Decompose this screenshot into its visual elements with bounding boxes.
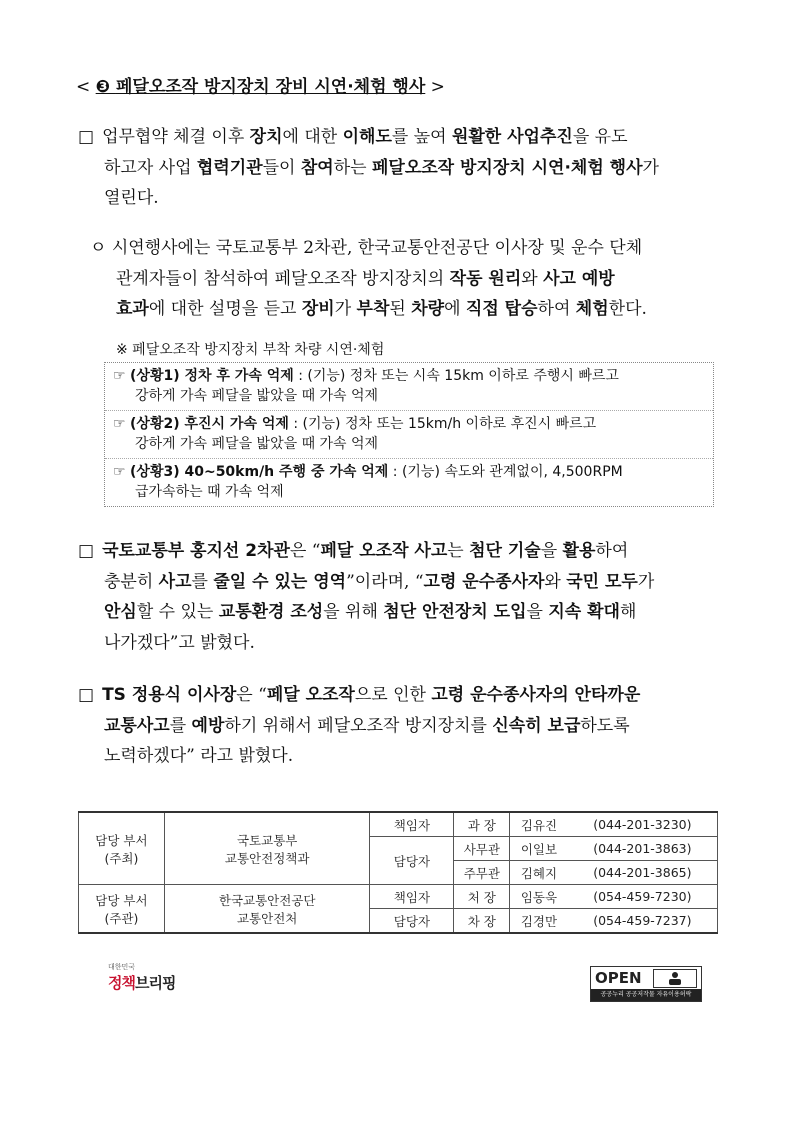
- section-title: [76, 72, 445, 97]
- body-text: 을: [526, 602, 549, 622]
- role-cell: 책임자: [370, 885, 454, 909]
- emphasis-text: 페달오조작 방지장치 시연·체험 행사: [371, 157, 643, 178]
- body-text: 을 위해: [323, 602, 384, 622]
- title-cell: 처 장: [454, 885, 510, 909]
- department-label: 담당 부서 (주최): [79, 812, 165, 885]
- body-text: 한다.: [608, 299, 647, 319]
- body-text: 은 “: [236, 685, 267, 705]
- paragraph-line: [78, 680, 718, 711]
- body-text: 와: [544, 571, 567, 592]
- name-cell: 김혜지: [510, 861, 568, 885]
- policy-briefing-logo: [108, 962, 175, 993]
- bullet-marker: □: [78, 127, 95, 147]
- emphasis-text: 고령 운수종사자의 안타까운: [431, 685, 641, 705]
- phone-cell: (054-459-7237): [568, 909, 718, 934]
- body-text: 와: [521, 268, 544, 289]
- emphasis-text: 페달 오조작: [266, 685, 355, 705]
- emphasis-text: 줄일 수 있는 영역: [213, 571, 347, 592]
- title-bracket-close: >: [425, 77, 445, 97]
- note-title: ※ 페달오조작 방지장치 부착 차량 시연·체험: [116, 342, 385, 358]
- role-cell: 담당자: [370, 837, 454, 885]
- body-text: 에: [444, 299, 466, 319]
- emphasis-text: 사고 예방: [543, 268, 615, 289]
- note-item: [105, 363, 713, 411]
- emphasis-text: 첨단 안전장치 도입: [383, 602, 527, 622]
- paragraph-line: [78, 741, 718, 772]
- emphasis-text: 고령 운수종사자: [423, 571, 545, 592]
- department-name: 한국교통안전공단 교통안전처: [164, 885, 370, 934]
- paragraph-ts-president-quote: [78, 680, 718, 772]
- emphasis-text: 예방: [191, 715, 225, 736]
- body-text: 들이: [262, 157, 301, 178]
- emphasis-text: 페달 오조작 사고: [320, 541, 448, 561]
- pointing-hand-icon: ☞: [113, 368, 126, 384]
- open-text: OPEN: [595, 969, 642, 987]
- license-caption: 공공누리 공공저작물 자유이용허락: [591, 989, 701, 1001]
- body-text: 가: [334, 299, 357, 319]
- emphasis-text: 신속히 보급: [492, 715, 581, 736]
- body-text: 를: [169, 715, 192, 736]
- body-text: 에 대한 설명을 듣고: [148, 299, 302, 319]
- paragraph-line: [78, 711, 718, 742]
- bullet-marker: □: [78, 541, 95, 561]
- body-text: ”이라며, “: [346, 571, 424, 592]
- note-item-text: 강하게 가속 페달을 밟았을 때 가속 억제: [135, 388, 379, 404]
- body-text: 에 대한: [282, 127, 343, 147]
- phone-cell: (044-201-3230): [568, 812, 718, 837]
- body-text: 관계자들이 참석하여 페달오조작 방지장치의: [116, 268, 450, 289]
- body-text: 할 수 있는: [136, 602, 219, 622]
- emphasis-text: 차량: [411, 299, 445, 319]
- body-text: 으로 인한: [354, 685, 432, 705]
- department-label: 담당 부서 (주관): [79, 885, 165, 934]
- title-cell: 주무관: [454, 861, 510, 885]
- body-text: 충분히: [104, 571, 159, 592]
- paragraph-line: [78, 567, 718, 598]
- table-row: [79, 885, 718, 909]
- emphasis-text: 첨단 기술: [469, 541, 541, 561]
- emphasis-text: 사고: [158, 571, 192, 592]
- emphasis-text: 국민 모두: [566, 571, 638, 592]
- name-cell: 김경만: [510, 909, 568, 934]
- emphasis-text: 교통사고: [104, 715, 170, 736]
- attribution-icon: [653, 969, 697, 988]
- emphasis-text: 원활한 사업추진: [451, 127, 573, 147]
- emphasis-text: 협력기관: [196, 157, 263, 178]
- emphasis-text: 부착: [356, 299, 390, 319]
- note-item-text: 강하게 가속 페달을 밟았을 때 가속 억제: [135, 436, 379, 452]
- paragraph-line: [90, 233, 718, 264]
- emphasis-text: 참여: [300, 157, 334, 178]
- title-text: 페달오조작 방지장치 장비 시연·체험 행사: [115, 77, 426, 97]
- name-cell: 임동욱: [510, 885, 568, 909]
- note-item: [105, 459, 713, 506]
- bullet-marker: ㅇ: [90, 238, 107, 258]
- emphasis-text: 장비: [301, 299, 335, 319]
- emphasis-text: 이해도: [342, 127, 392, 147]
- emphasis-text: 장치: [249, 127, 283, 147]
- emphasis-text: 교통환경 조성: [218, 602, 324, 622]
- note-item-text: 급가속하는 때 가속 억제: [135, 484, 284, 500]
- note-item-text: : (기능) 정차 또는 시속 15km 이하로 주행시 빠르고: [293, 368, 619, 384]
- role-cell: 책임자: [370, 812, 454, 837]
- table-row: [79, 812, 718, 837]
- body-text: 하는: [333, 157, 372, 178]
- body-text: 는: [447, 541, 470, 561]
- emphasis-text: TS 정용식 이사장: [102, 685, 237, 705]
- body-text: 업무협약 체결 이후: [102, 127, 250, 147]
- body-text: 를 높여: [391, 127, 452, 147]
- body-text: 노력하겠다” 라고 밝혔다.: [104, 746, 294, 766]
- paragraph-line: [78, 536, 718, 567]
- paragraph-agreement: [78, 122, 718, 214]
- note-item: [105, 411, 713, 459]
- note-item-heading: (상황3) 40~50km/h 주행 중 가속 억제: [130, 464, 389, 480]
- body-text: 시연행사에는 국토교통부 2차관, 한국교통안전공단 이사장 및 운수 단체: [106, 238, 643, 258]
- emphasis-text: 국토교통부 홍지선 2차관: [102, 541, 290, 561]
- emphasis-text: 효과: [116, 299, 149, 319]
- body-text: 를: [191, 571, 214, 592]
- note-item-text: : (기능) 정차 또는 15km/h 이하로 후진시 빠르고: [288, 416, 597, 432]
- note-item-text: : (기능) 속도와 관계없이, 4,500RPM: [388, 464, 623, 480]
- logo-text: 브리핑: [134, 974, 176, 992]
- body-text: 하기 위해서 페달오조작 방지장치를: [224, 715, 493, 736]
- contact-table: [78, 811, 718, 934]
- paragraph-line: [78, 597, 718, 628]
- paragraph-line: [78, 153, 718, 184]
- phone-cell: (044-201-3865): [568, 861, 718, 885]
- name-cell: 김유진: [510, 812, 568, 837]
- note-item-heading: (상황2) 후진시 가속 억제: [130, 416, 289, 432]
- body-text: 나가겠다”고 밝혔다.: [104, 632, 255, 653]
- role-cell: 담당자: [370, 909, 454, 934]
- paragraph-line: [78, 122, 718, 153]
- title-number: ❸: [95, 77, 116, 97]
- emphasis-text: 체험: [575, 299, 609, 319]
- body-text: 은 “: [289, 541, 321, 561]
- department-name: 국토교통부 교통안전정책과: [164, 812, 370, 885]
- body-text: 열린다.: [104, 188, 159, 208]
- emphasis-text: 작동 원리: [449, 268, 522, 289]
- body-text: 가: [642, 157, 659, 178]
- note-box: [104, 362, 714, 507]
- body-text: 을 유도: [572, 127, 628, 147]
- body-text: 하여: [595, 541, 629, 561]
- title-cell: 차 장: [454, 909, 510, 934]
- bullet-marker: □: [78, 685, 95, 705]
- body-text: 된: [389, 299, 412, 319]
- title-cell: 과 장: [454, 812, 510, 837]
- paragraph-line: [78, 183, 718, 214]
- pointing-hand-icon: ☞: [113, 464, 126, 480]
- emphasis-text: 지속 확대: [548, 602, 620, 622]
- logo-caption: 대한민국: [108, 963, 136, 971]
- paragraph-line: [90, 294, 718, 325]
- body-text: 하여: [537, 299, 576, 319]
- logo-text-accent: 정책: [108, 974, 135, 992]
- kogl-open-license-logo: [590, 966, 702, 1002]
- name-cell: 이일보: [510, 837, 568, 861]
- title-cell: 사무관: [454, 837, 510, 861]
- paragraph-vice-minister-quote: [78, 536, 718, 658]
- paragraph-demo-event: [90, 233, 718, 325]
- emphasis-text: 직접 탑승: [465, 299, 538, 319]
- note-item-heading: (상황1) 정차 후 가속 억제: [130, 368, 294, 384]
- paragraph-line: [78, 628, 718, 659]
- pointing-hand-icon: ☞: [113, 416, 126, 432]
- title-bracket-open: <: [76, 77, 96, 97]
- body-text: 가: [637, 571, 655, 592]
- phone-cell: (054-459-7230): [568, 885, 718, 909]
- paragraph-line: [90, 264, 718, 295]
- body-text: 해: [619, 602, 637, 622]
- emphasis-text: 안심: [104, 602, 137, 622]
- body-text: 을: [540, 541, 563, 561]
- body-text: 하고자 사업: [104, 157, 197, 178]
- emphasis-text: 활용: [562, 541, 596, 561]
- body-text: 하도록: [580, 715, 630, 736]
- phone-cell: (044-201-3863): [568, 837, 718, 861]
